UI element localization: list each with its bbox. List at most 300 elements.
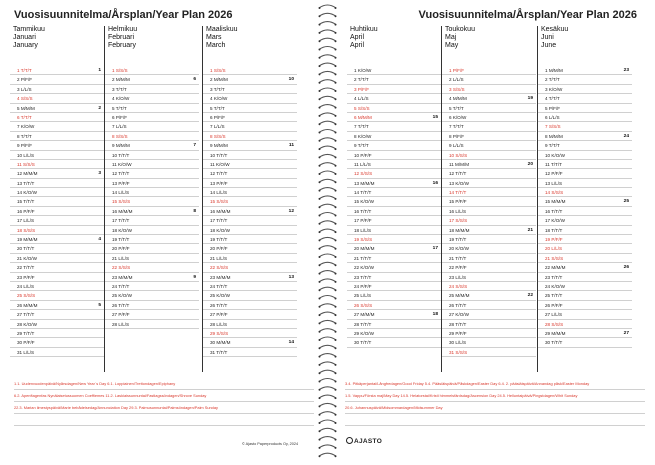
day-row[interactable]	[442, 104, 536, 113]
day-row[interactable]	[347, 329, 441, 338]
day-label: 5 P/F/F	[545, 105, 561, 111]
day-row[interactable]	[10, 329, 104, 338]
day-row[interactable]	[203, 301, 297, 310]
day-label: 12 P/F/F	[545, 171, 563, 177]
day-row[interactable]	[10, 132, 104, 141]
day-label: 1 K/O/W	[354, 68, 372, 73]
punch-hole	[319, 298, 321, 300]
day-row[interactable]	[442, 226, 536, 235]
day-row[interactable]	[203, 94, 297, 103]
day-row[interactable]	[203, 226, 297, 235]
day-label: 17 P/F/F	[354, 218, 372, 224]
day-label: 10 K/O/W	[545, 152, 565, 158]
day-label: 21 S/S/S	[545, 255, 564, 261]
day-row[interactable]	[347, 216, 441, 225]
day-row[interactable]	[538, 75, 632, 84]
day-row[interactable]	[105, 66, 199, 75]
day-row[interactable]	[442, 320, 536, 329]
spiral-ring	[319, 304, 336, 307]
day-row[interactable]	[105, 132, 199, 141]
day-label: 30 M/M/M	[210, 340, 231, 346]
day-row[interactable]	[442, 113, 536, 122]
punch-hole	[319, 447, 321, 449]
day-row[interactable]	[538, 104, 632, 113]
spiral-ring	[319, 63, 336, 66]
day-label: 25 K/O/W	[112, 293, 132, 299]
spiral-ring	[319, 337, 336, 340]
day-row[interactable]	[347, 179, 441, 188]
day-row[interactable]	[105, 226, 199, 235]
day-row[interactable]	[538, 338, 632, 347]
day-row[interactable]	[442, 75, 536, 84]
day-row[interactable]	[105, 188, 199, 197]
spiral-ring	[319, 279, 336, 282]
day-label: 25 S/S/S	[17, 293, 36, 299]
day-row[interactable]	[105, 254, 199, 263]
day-row[interactable]	[203, 188, 297, 197]
day-label: 20 K/O/W	[449, 246, 469, 252]
day-label: 3 T/T/T	[112, 86, 127, 92]
month-name-en: April	[350, 42, 365, 49]
day-row[interactable]	[442, 301, 536, 310]
day-label: 5 T/T/T	[210, 105, 225, 111]
day-label: 29 K/O/W	[354, 330, 374, 336]
day-label: 16 M/M/M	[210, 208, 231, 214]
day-row[interactable]	[105, 282, 199, 291]
day-row[interactable]	[538, 160, 632, 169]
day-label: 3 P/F/F	[354, 86, 370, 92]
day-row[interactable]	[203, 273, 297, 282]
day-label: 28 T/T/T	[354, 321, 372, 327]
day-row[interactable]	[538, 235, 632, 244]
day-row[interactable]	[347, 291, 441, 300]
day-row[interactable]	[105, 169, 199, 178]
day-row[interactable]	[10, 226, 104, 235]
day-row[interactable]	[105, 291, 199, 300]
day-row[interactable]	[203, 179, 297, 188]
day-list	[442, 66, 536, 357]
week-number: 16	[432, 180, 438, 186]
punch-hole	[319, 57, 321, 59]
day-row[interactable]	[10, 338, 104, 347]
day-row[interactable]	[10, 85, 104, 94]
day-row[interactable]	[347, 169, 441, 178]
day-row[interactable]	[347, 197, 441, 206]
day-row[interactable]	[538, 113, 632, 122]
month-column	[104, 26, 199, 372]
day-row[interactable]	[10, 188, 104, 197]
day-row[interactable]	[347, 122, 441, 131]
week-number: 18	[432, 312, 438, 318]
day-row[interactable]	[442, 244, 536, 253]
day-label: 3 S/S/S	[449, 86, 465, 92]
day-label: 5 T/T/T	[449, 105, 464, 111]
day-label: 27 K/O/W	[449, 312, 469, 318]
day-label: 19 S/S/S	[354, 237, 373, 243]
day-row[interactable]	[105, 94, 199, 103]
day-row[interactable]	[10, 320, 104, 329]
day-row[interactable]	[105, 320, 199, 329]
day-row[interactable]	[10, 66, 104, 75]
day-label: 12 M/M/M	[17, 171, 38, 177]
day-row[interactable]	[347, 263, 441, 272]
day-row[interactable]	[538, 273, 632, 282]
day-row[interactable]	[442, 348, 536, 357]
day-label: 9 M/M/M	[210, 143, 228, 149]
punch-hole	[319, 306, 321, 308]
day-row[interactable]	[10, 94, 104, 103]
day-row[interactable]	[538, 66, 632, 75]
day-row[interactable]	[10, 141, 104, 150]
note-line: 1.5. Vappu/Första maj/May Day 14.5. Helatorstai/Kristi himmelsfärdsdag/Ascension Day 24.5. Helluntaipäivä/Pingstdagen/Whit Sunday	[345, 390, 645, 402]
day-row[interactable]	[10, 197, 104, 206]
day-row[interactable]	[538, 169, 632, 178]
day-row[interactable]	[203, 338, 297, 347]
day-row[interactable]	[203, 66, 297, 75]
spiral-ring	[319, 71, 336, 74]
day-row[interactable]	[538, 197, 632, 206]
day-row[interactable]	[538, 282, 632, 291]
day-label: 17 T/T/T	[112, 218, 130, 224]
spiral-ring	[319, 403, 336, 406]
day-row[interactable]	[105, 273, 199, 282]
day-label: 1 P/F/F	[449, 68, 465, 73]
day-row[interactable]	[442, 291, 536, 300]
note-line: 6.2. Apenftagenfas Nynälaisetussuomen Coeffiemes 11.2. Laskiaissunnuntai/Fastlagssöndagen/Shrove Sunday	[14, 390, 314, 402]
day-label: 21 K/O/W	[17, 255, 37, 261]
week-number: 7	[193, 143, 196, 149]
day-row[interactable]	[105, 197, 199, 206]
day-row[interactable]	[347, 66, 441, 75]
day-row[interactable]	[10, 301, 104, 310]
spiral-ring	[319, 130, 336, 133]
day-row[interactable]	[347, 282, 441, 291]
day-row[interactable]	[203, 169, 297, 178]
day-row[interactable]	[203, 329, 297, 338]
day-label: 7 L/L/S	[210, 124, 225, 130]
month-name-en: January	[13, 42, 38, 49]
day-row[interactable]	[10, 291, 104, 300]
day-row[interactable]	[442, 151, 536, 160]
note-line: 1.1. Uudenvuodenpäivä/Nyårsdagen/New Year´s Day 6.1. Loppiainen/Trettondagen/Epiphany	[14, 378, 314, 390]
day-row[interactable]	[105, 179, 199, 188]
day-row[interactable]	[203, 320, 297, 329]
day-row[interactable]	[203, 310, 297, 319]
day-row[interactable]	[203, 151, 297, 160]
day-row[interactable]	[442, 207, 536, 216]
day-row[interactable]	[442, 66, 536, 75]
day-row[interactable]	[347, 141, 441, 150]
spiral-ring	[319, 121, 336, 124]
punch-hole	[319, 439, 321, 441]
day-row[interactable]	[538, 94, 632, 103]
day-row[interactable]	[442, 169, 536, 178]
day-label: 20 L/L/S	[545, 246, 563, 252]
day-list	[10, 66, 104, 357]
day-row[interactable]	[538, 226, 632, 235]
day-label: 2 P/F/F	[17, 77, 33, 83]
day-label: 3 L/L/S	[17, 86, 32, 92]
day-row[interactable]	[347, 338, 441, 347]
day-label: 21 T/T/T	[449, 255, 467, 261]
day-row[interactable]	[442, 254, 536, 263]
punch-hole	[319, 397, 321, 399]
punch-hole	[319, 422, 321, 424]
day-row[interactable]	[10, 122, 104, 131]
day-row[interactable]	[10, 207, 104, 216]
day-label: 28 L/L/S	[112, 321, 130, 327]
day-row[interactable]	[203, 197, 297, 206]
day-row[interactable]	[538, 132, 632, 141]
day-row[interactable]	[203, 132, 297, 141]
day-row[interactable]	[203, 216, 297, 225]
day-row[interactable]	[105, 75, 199, 84]
day-label: 20 M/M/M	[354, 246, 375, 252]
day-row[interactable]	[538, 329, 632, 338]
day-row[interactable]	[538, 179, 632, 188]
day-label: 26 S/S/S	[354, 302, 373, 308]
day-row[interactable]	[347, 244, 441, 253]
day-row[interactable]	[10, 160, 104, 169]
day-row[interactable]	[10, 151, 104, 160]
day-row[interactable]	[442, 329, 536, 338]
spiral-ring	[319, 96, 336, 99]
day-row[interactable]	[105, 160, 199, 169]
day-row[interactable]	[538, 320, 632, 329]
day-label: 26 M/M/M	[17, 302, 38, 308]
day-row[interactable]	[10, 254, 104, 263]
day-label: 5 M/M/M	[17, 105, 35, 111]
day-row[interactable]	[203, 263, 297, 272]
day-label: 4 K/O/W	[210, 96, 228, 102]
day-row[interactable]	[105, 310, 199, 319]
day-row[interactable]	[10, 104, 104, 113]
day-row[interactable]	[347, 113, 441, 122]
day-row[interactable]	[10, 263, 104, 272]
day-row[interactable]	[10, 348, 104, 357]
punch-hole	[319, 223, 321, 225]
day-row[interactable]	[347, 151, 441, 160]
day-row[interactable]	[442, 282, 536, 291]
day-row[interactable]	[347, 160, 441, 169]
punch-hole	[319, 273, 321, 275]
month-name-fi: Kesäkuu	[541, 26, 569, 33]
day-row[interactable]	[203, 85, 297, 94]
day-row[interactable]	[538, 188, 632, 197]
day-row[interactable]	[347, 273, 441, 282]
week-number: 3	[98, 171, 101, 177]
day-row[interactable]	[105, 151, 199, 160]
day-label: 31 T/T/T	[210, 349, 228, 355]
day-row[interactable]	[10, 113, 104, 122]
spiral-ring	[319, 345, 336, 348]
day-label: 25 L/L/S	[354, 293, 372, 299]
day-row[interactable]	[203, 122, 297, 131]
note-line: 22.3. Marian ilmestyspäivä/Marie bebådelsedag/Annunciation Day 29.3. Palmusunnuntai/Palmsöndagen/Palm Sunday	[14, 402, 314, 414]
day-row[interactable]	[203, 235, 297, 244]
day-row[interactable]	[10, 273, 104, 282]
day-label: 12 S/S/S	[354, 171, 373, 177]
week-number: 4	[98, 237, 101, 243]
month-name-en: May	[445, 42, 459, 49]
day-row[interactable]	[538, 263, 632, 272]
day-label: 13 P/F/F	[112, 180, 130, 186]
day-row[interactable]	[538, 244, 632, 253]
spiral-ring	[319, 237, 336, 240]
day-row[interactable]	[10, 179, 104, 188]
punch-hole	[319, 24, 321, 26]
punch-hole	[319, 231, 321, 233]
day-row[interactable]	[442, 132, 536, 141]
day-label: 23 P/F/F	[17, 274, 35, 280]
day-row[interactable]	[347, 188, 441, 197]
spiral-ring	[319, 287, 336, 290]
day-row[interactable]	[105, 301, 199, 310]
day-row[interactable]	[203, 160, 297, 169]
day-row[interactable]	[347, 301, 441, 310]
day-row[interactable]	[105, 235, 199, 244]
day-row[interactable]	[347, 226, 441, 235]
day-row[interactable]	[203, 244, 297, 253]
day-row[interactable]	[538, 291, 632, 300]
day-row[interactable]	[347, 94, 441, 103]
day-label: 7 T/T/T	[354, 124, 369, 130]
day-row[interactable]	[203, 75, 297, 84]
day-row[interactable]	[442, 216, 536, 225]
spiral-ring	[319, 312, 336, 315]
day-label: 8 S/S/S	[112, 133, 128, 139]
day-row[interactable]	[442, 338, 536, 347]
day-row[interactable]	[105, 113, 199, 122]
day-label: 18 S/S/S	[17, 227, 36, 233]
day-row[interactable]	[203, 141, 297, 150]
day-row[interactable]	[442, 310, 536, 319]
punch-hole	[319, 281, 321, 283]
day-label: 4 K/O/W	[112, 96, 130, 102]
day-label: 29 M/M/M	[545, 330, 566, 336]
day-label: 2 L/L/S	[449, 77, 464, 83]
day-row[interactable]	[347, 254, 441, 263]
day-label: 30 P/F/F	[17, 340, 35, 346]
day-label: 18 K/O/W	[210, 227, 230, 233]
day-row[interactable]	[347, 235, 441, 244]
day-row[interactable]	[10, 244, 104, 253]
day-row[interactable]	[105, 244, 199, 253]
week-number: 24	[623, 133, 629, 139]
day-label: 15 T/T/T	[17, 199, 35, 205]
day-row[interactable]	[538, 207, 632, 216]
day-label: 19 P/F/F	[545, 237, 563, 243]
day-row[interactable]	[538, 141, 632, 150]
day-row[interactable]	[10, 169, 104, 178]
day-row[interactable]	[203, 282, 297, 291]
day-row[interactable]	[442, 197, 536, 206]
week-number: 10	[288, 77, 294, 83]
day-row[interactable]	[442, 179, 536, 188]
week-number: 1	[98, 68, 101, 73]
day-row[interactable]	[105, 207, 199, 216]
punch-hole	[319, 248, 321, 250]
day-row[interactable]	[10, 282, 104, 291]
day-label: 22 S/S/S	[210, 265, 229, 271]
day-row[interactable]	[10, 216, 104, 225]
day-row[interactable]	[442, 85, 536, 94]
day-row[interactable]	[442, 141, 536, 150]
day-row[interactable]	[442, 122, 536, 131]
day-row[interactable]	[347, 310, 441, 319]
day-list	[538, 66, 632, 348]
day-row[interactable]	[10, 310, 104, 319]
day-row[interactable]	[538, 310, 632, 319]
day-row[interactable]	[538, 254, 632, 263]
day-label: 10 S/S/S	[449, 152, 468, 158]
punch-hole	[319, 215, 321, 217]
day-row[interactable]	[203, 113, 297, 122]
day-row[interactable]	[347, 320, 441, 329]
day-row[interactable]	[442, 235, 536, 244]
day-label: 22 S/S/S	[112, 265, 131, 271]
punch-hole	[319, 181, 321, 183]
day-row[interactable]	[538, 85, 632, 94]
punch-hole	[319, 405, 321, 407]
day-label: 4 S/S/S	[17, 96, 33, 102]
day-row[interactable]	[203, 207, 297, 216]
punch-hole	[319, 173, 321, 175]
day-row[interactable]	[538, 122, 632, 131]
day-row[interactable]	[203, 104, 297, 113]
day-row[interactable]	[105, 263, 199, 272]
punch-hole	[319, 322, 321, 324]
day-row[interactable]	[203, 291, 297, 300]
day-row[interactable]	[347, 104, 441, 113]
day-row[interactable]	[203, 254, 297, 263]
day-row[interactable]	[10, 235, 104, 244]
punch-hole	[319, 90, 321, 92]
day-row[interactable]	[105, 85, 199, 94]
day-row[interactable]	[105, 122, 199, 131]
day-row[interactable]	[347, 75, 441, 84]
day-row[interactable]	[105, 141, 199, 150]
day-row[interactable]	[442, 160, 536, 169]
day-row[interactable]	[347, 207, 441, 216]
day-row[interactable]	[442, 273, 536, 282]
punch-hole	[319, 32, 321, 34]
spiral-ring	[319, 320, 336, 323]
day-row[interactable]	[538, 151, 632, 160]
day-label: 14 T/T/T	[354, 190, 372, 196]
day-row[interactable]	[538, 301, 632, 310]
month-name-sv: Februari	[108, 34, 135, 41]
day-row[interactable]	[347, 132, 441, 141]
day-row[interactable]	[105, 104, 199, 113]
day-row[interactable]	[538, 216, 632, 225]
punch-hole	[319, 364, 321, 366]
day-row[interactable]	[203, 348, 297, 357]
day-row[interactable]	[442, 188, 536, 197]
logo-icon	[346, 437, 353, 444]
day-row[interactable]	[442, 263, 536, 272]
day-row[interactable]	[105, 216, 199, 225]
spiral-ring	[319, 437, 336, 440]
day-label: 26 T/T/T	[210, 302, 228, 308]
day-label: 20 T/T/T	[17, 246, 35, 252]
day-row[interactable]	[442, 94, 536, 103]
punch-hole	[319, 372, 321, 374]
month-name-fi: Maaliskuu	[206, 26, 238, 33]
day-row[interactable]	[347, 85, 441, 94]
day-row[interactable]	[10, 75, 104, 84]
day-label: 7 T/T/T	[449, 124, 464, 130]
